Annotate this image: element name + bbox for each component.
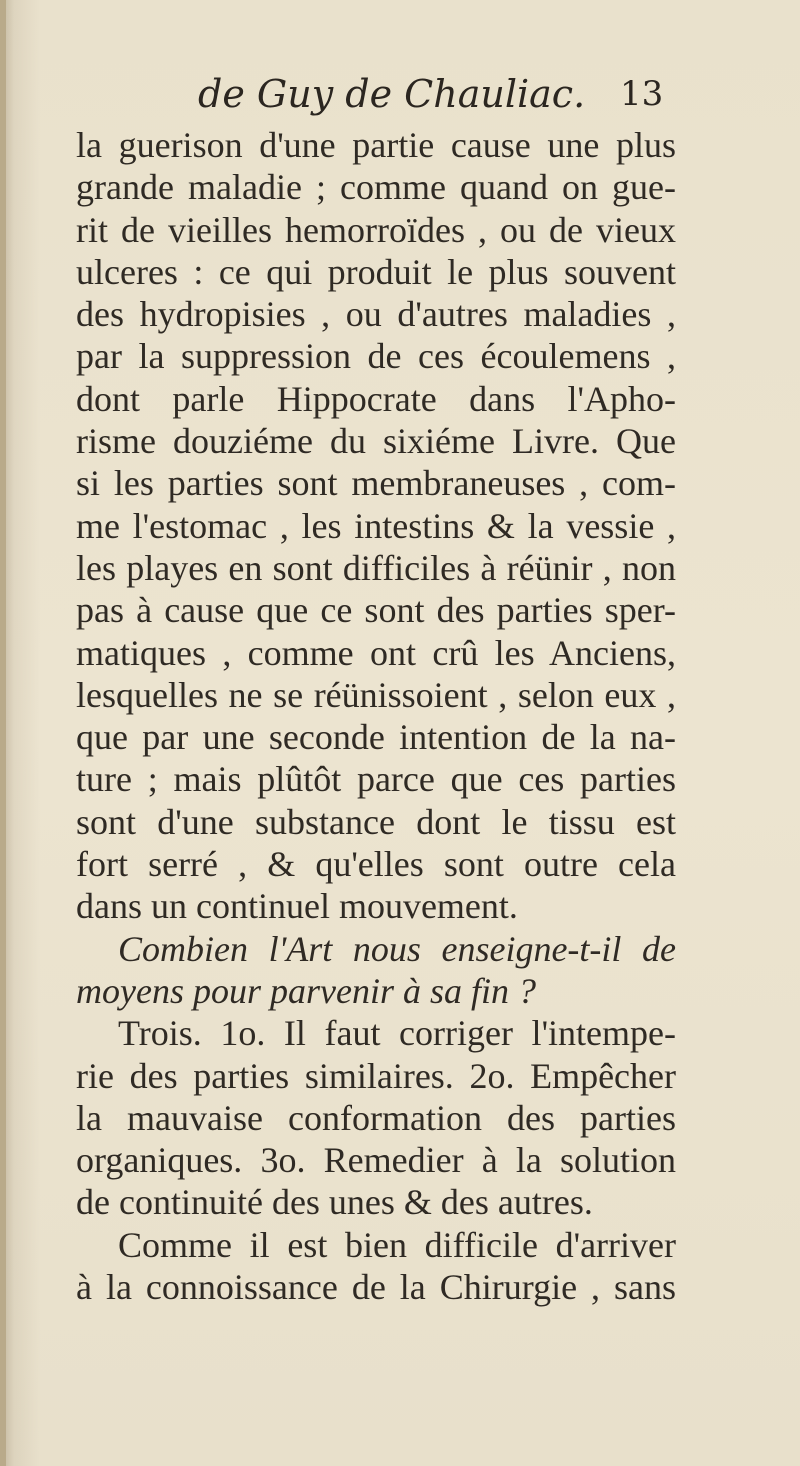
text-line: rit de vieilles hemorroïdes , ou de vieux — [76, 209, 676, 250]
text-line: dans un continuel mouvement. — [76, 886, 518, 927]
text-line: par la suppression de ces écoulemens , — [76, 336, 676, 377]
text-line: fort serré , & qu'elles sont outre cela — [76, 844, 676, 885]
text-line: des hydropisies , ou d'autres maladies , — [76, 294, 676, 335]
page-number: 13 — [620, 74, 664, 114]
body-text — [76, 124, 676, 1308]
text-line: ture ; mais plûtôt parce que ces parties — [76, 759, 676, 800]
text-line: me l'estomac , les intestins & la vessie , — [76, 505, 676, 546]
answer-line: Trois. 1o. Il faut corriger l'intempe- — [118, 1013, 676, 1054]
text-line: matiques , comme ont crû les Anciens, — [76, 632, 676, 673]
answer-line: organiques. 3o. Remedier à la solution — [76, 1140, 676, 1181]
text-line: Comme il est bien difficile d'arriver — [118, 1224, 676, 1265]
text-line: dont parle Hippocrate dans l'Apho- — [76, 378, 676, 419]
page-gutter-edge — [0, 0, 6, 1466]
text-line: grande maladie ; comme quand on gue- — [76, 167, 676, 208]
text-line: les playes en sont difficiles à réünir , non — [76, 547, 676, 588]
text-line: risme douziéme du sixiéme Livre. Que — [76, 421, 676, 462]
question-line: Combien l'Art nous enseigne-t-il de — [118, 928, 676, 969]
text-line: lesquelles ne se réünissoient , selon eux , — [76, 674, 676, 715]
text-line: que par une seconde intention de la na- — [76, 717, 676, 758]
text-line: à la connoissance de la Chirurgie , sans — [76, 1267, 676, 1308]
running-title: de Guy de Chauliac. — [198, 72, 586, 116]
answer-line: de continuité des unes & des autres. — [76, 1182, 593, 1223]
text-line: pas à cause que ce sont des parties sper- — [76, 590, 676, 631]
answer-line: rie des parties similaires. 2o. Empêcher — [76, 1055, 676, 1096]
text-line: ulceres : ce qui produit le plus souvent — [76, 251, 676, 292]
page-header — [0, 72, 800, 132]
text-line: la guerison d'une partie cause une plus — [76, 125, 676, 165]
answer-line: la mauvaise conformation des parties — [76, 1097, 676, 1138]
question-line: moyens pour parvenir à sa fin ? — [76, 970, 536, 1011]
text-line: si les parties sont membraneuses , com- — [76, 463, 676, 504]
text-line: sont d'une substance dont le tissu est — [76, 801, 676, 842]
